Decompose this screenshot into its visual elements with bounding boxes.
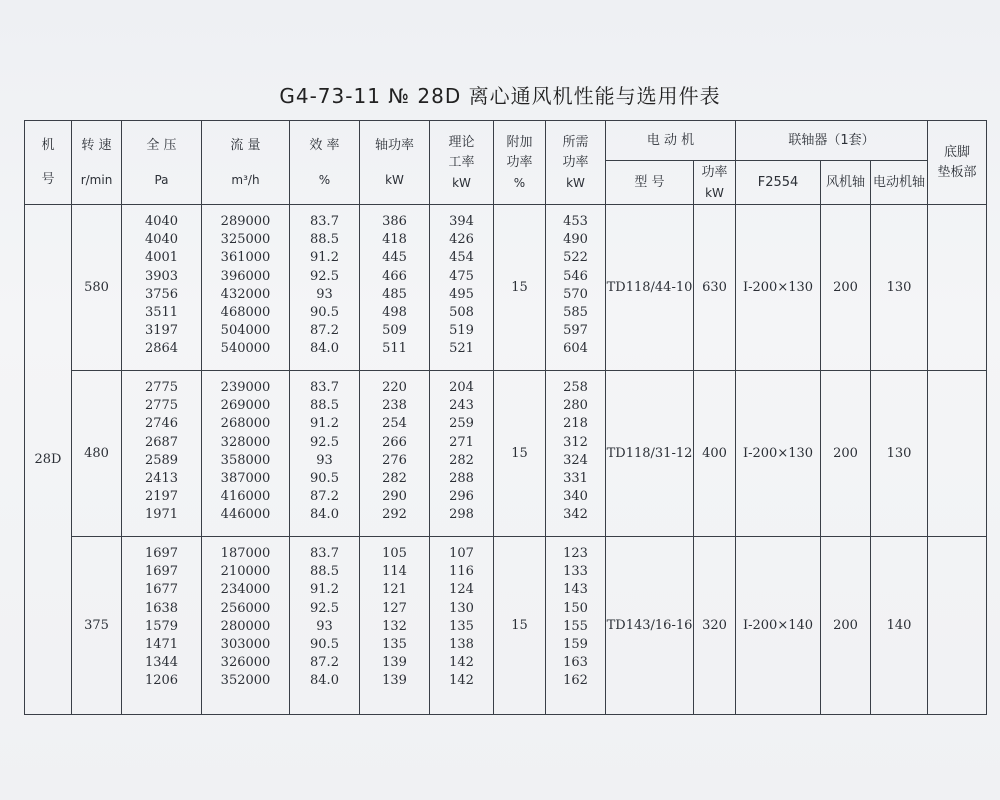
header-machine-no: 机 号 — [25, 121, 72, 205]
efficiency-list: 83.7 88.5 91.2 92.5 93 90.5 87.2 84.0 — [290, 537, 360, 715]
header-coupling-f2554: F2554 — [736, 161, 821, 205]
fan-shaft-cell: 200 — [821, 537, 871, 715]
coupling-cell: I-200×140 — [736, 537, 821, 715]
base-cell — [928, 537, 987, 715]
header-pressure: 全 压 Pa — [122, 121, 202, 205]
motor-shaft-cell: 140 — [871, 537, 928, 715]
extra-power-cell: 15 — [494, 205, 546, 371]
header-extra-power: 附加 功率 % — [494, 121, 546, 205]
motor-power-cell: 320 — [694, 537, 736, 715]
shaft-power-list: 220 238 254 266 276 282 290 292 — [360, 371, 430, 537]
pressure-list: 2775 2775 2746 2687 2589 2413 2197 1971 — [122, 371, 202, 537]
coupling-cell: I-200×130 — [736, 205, 821, 371]
extra-power-cell: 15 — [494, 537, 546, 715]
performance-table — [24, 120, 987, 715]
motor-model-cell: TD118/44-10 — [606, 205, 694, 371]
efficiency-list: 83.7 88.5 91.2 92.5 93 90.5 87.2 84.0 — [290, 205, 360, 371]
theory-power-list: 394 426 454 475 495 508 519 521 — [430, 205, 494, 371]
motor-model-cell: TD118/31-12 — [606, 371, 694, 537]
header-coupling: 联轴器（1套） — [736, 121, 928, 161]
pressure-list: 1697 1697 1677 1638 1579 1471 1344 1206 — [122, 537, 202, 715]
header-speed: 转 速 r/min — [72, 121, 122, 205]
machine-number: 28D — [25, 205, 72, 715]
theory-power-list: 204 243 259 271 282 288 296 298 — [430, 371, 494, 537]
theory-power-list: 107 116 124 130 135 138 142 142 — [430, 537, 494, 715]
base-cell — [928, 371, 987, 537]
motor-power-cell: 400 — [694, 371, 736, 537]
extra-power-cell: 15 — [494, 371, 546, 537]
header-motor: 电 动 机 — [606, 121, 736, 161]
motor-shaft-cell: 130 — [871, 371, 928, 537]
shaft-power-list: 386 418 445 466 485 498 509 511 — [360, 205, 430, 371]
required-power-list: 123 133 143 150 155 159 163 162 — [546, 537, 606, 715]
flow-list: 187000 210000 234000 256000 280000 303000 326000 352000 — [202, 537, 290, 715]
motor-power-cell: 630 — [694, 205, 736, 371]
header-fan-shaft: 风机轴 — [821, 161, 871, 205]
header-base: 底脚 垫板部 — [928, 121, 987, 205]
base-cell — [928, 205, 987, 371]
flow-list: 289000 325000 361000 396000 432000 468000 504000 540000 — [202, 205, 290, 371]
pressure-list: 4040 4040 4001 3903 3756 3511 3197 2864 — [122, 205, 202, 371]
required-power-list: 258 280 218 312 324 331 340 342 — [546, 371, 606, 537]
speed-cell: 580 — [72, 205, 122, 371]
efficiency-list: 83.7 88.5 91.2 92.5 93 90.5 87.2 84.0 — [290, 371, 360, 537]
flow-list: 239000 269000 268000 328000 358000 387000 416000 446000 — [202, 371, 290, 537]
header-shaft-power: 轴功率 kW — [360, 121, 430, 205]
table-title: G4-73-11 № 28D 离心通风机性能与选用件表 — [279, 84, 721, 108]
motor-shaft-cell: 130 — [871, 205, 928, 371]
header-motor-model: 型 号 — [606, 161, 694, 205]
fan-shaft-cell: 200 — [821, 371, 871, 537]
speed-cell: 480 — [72, 371, 122, 537]
header-motor-power: 功率 kW — [694, 161, 736, 205]
table-row-speed-375 — [25, 537, 987, 715]
table-row-speed-580 — [25, 205, 987, 371]
speed-cell: 375 — [72, 537, 122, 715]
fan-shaft-cell: 200 — [821, 205, 871, 371]
shaft-power-list: 105 114 121 127 132 135 139 139 — [360, 537, 430, 715]
header-required-power: 所需 功率 kW — [546, 121, 606, 205]
header-motor-shaft: 电动机轴 — [871, 161, 928, 205]
header-efficiency: 效 率 % — [290, 121, 360, 205]
motor-model-cell: TD143/16-16 — [606, 537, 694, 715]
table-row-speed-480 — [25, 371, 987, 537]
header-theory-power: 理论 工率 kW — [430, 121, 494, 205]
required-power-list: 453 490 522 546 570 585 597 604 — [546, 205, 606, 371]
header-flow: 流 量 m³/h — [202, 121, 290, 205]
coupling-cell: I-200×130 — [736, 371, 821, 537]
